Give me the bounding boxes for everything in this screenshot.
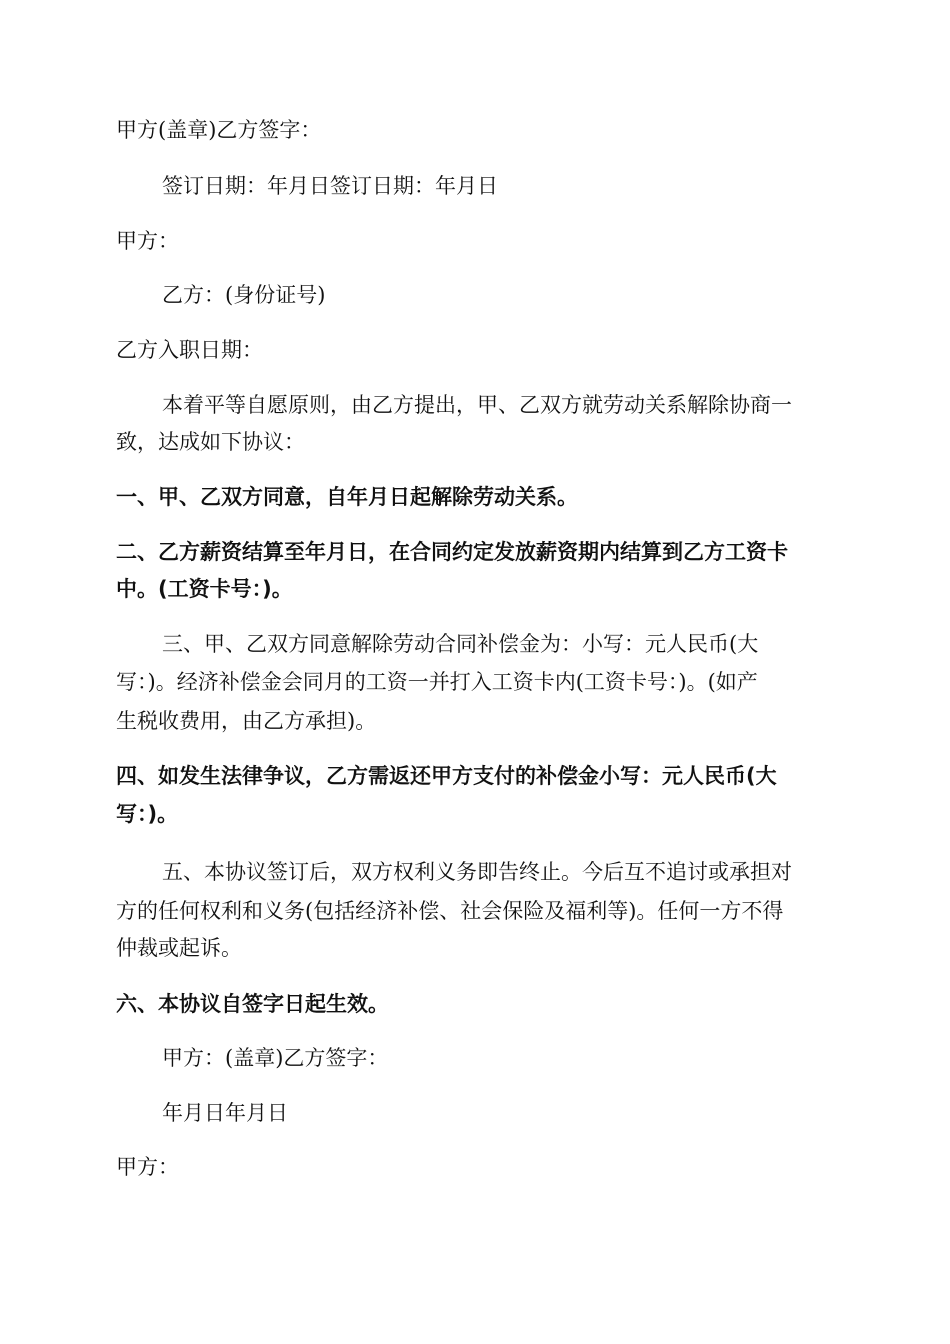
party-b-hire-date-line: 乙方入职日期： xyxy=(116,338,263,362)
preamble-line-1: 本着平等自愿原则，由乙方提出，甲、乙双方就劳动关系解除协商一 xyxy=(162,393,792,417)
clause-4-line-2: 写：)。 xyxy=(116,802,179,826)
signature-line: 甲方：(盖章)乙方签字： xyxy=(162,1046,389,1070)
clause-5-line-1: 五、本协议签订后，双方权利义务即告终止。今后互不追讨或承担对 xyxy=(162,860,792,884)
clause-3-line-3: 生税收费用，由乙方承担)。 xyxy=(116,709,377,733)
clause-5-line-2: 方的任何权利和义务(包括经济补偿、社会保险及福利等)。任何一方不得 xyxy=(116,899,784,923)
party-b-id-line: 乙方：(身份证号) xyxy=(162,283,326,307)
clause-3-line-2: 写：)。经济补偿金会同月的工资一并打入工资卡内(工资卡号：)。(如产 xyxy=(116,670,758,694)
clause-3-line-1: 三、甲、乙双方同意解除劳动合同补偿金为：小写：元人民币(大 xyxy=(162,632,759,656)
signing-date-line: 签订日期：年月日签订日期：年月日 xyxy=(162,174,498,198)
clause-2-line-1: 二、乙方薪资结算至年月日，在合同约定发放薪资期内结算到乙方工资卡 xyxy=(116,540,788,564)
signature-date-line: 年月日年月日 xyxy=(162,1101,288,1125)
clause-1: 一、甲、乙双方同意，自年月日起解除劳动关系。 xyxy=(116,485,578,509)
party-a-line: 甲方： xyxy=(116,229,179,253)
clause-4-line-1: 四、如发生法律争议，乙方需返还甲方支付的补偿金小写：元人民币(大 xyxy=(116,764,777,788)
preamble-line-2: 致，达成如下协议： xyxy=(116,430,305,454)
clause-5-line-3: 仲裁或起诉。 xyxy=(116,936,242,960)
clause-2-line-2: 中。(工资卡号：)。 xyxy=(116,577,293,601)
clause-6: 六、本协议自签字日起生效。 xyxy=(116,992,389,1016)
party-a-seal-party-b-sign-line: 甲方(盖章)乙方签字： xyxy=(116,118,322,142)
party-a-line-bottom: 甲方： xyxy=(116,1155,179,1179)
